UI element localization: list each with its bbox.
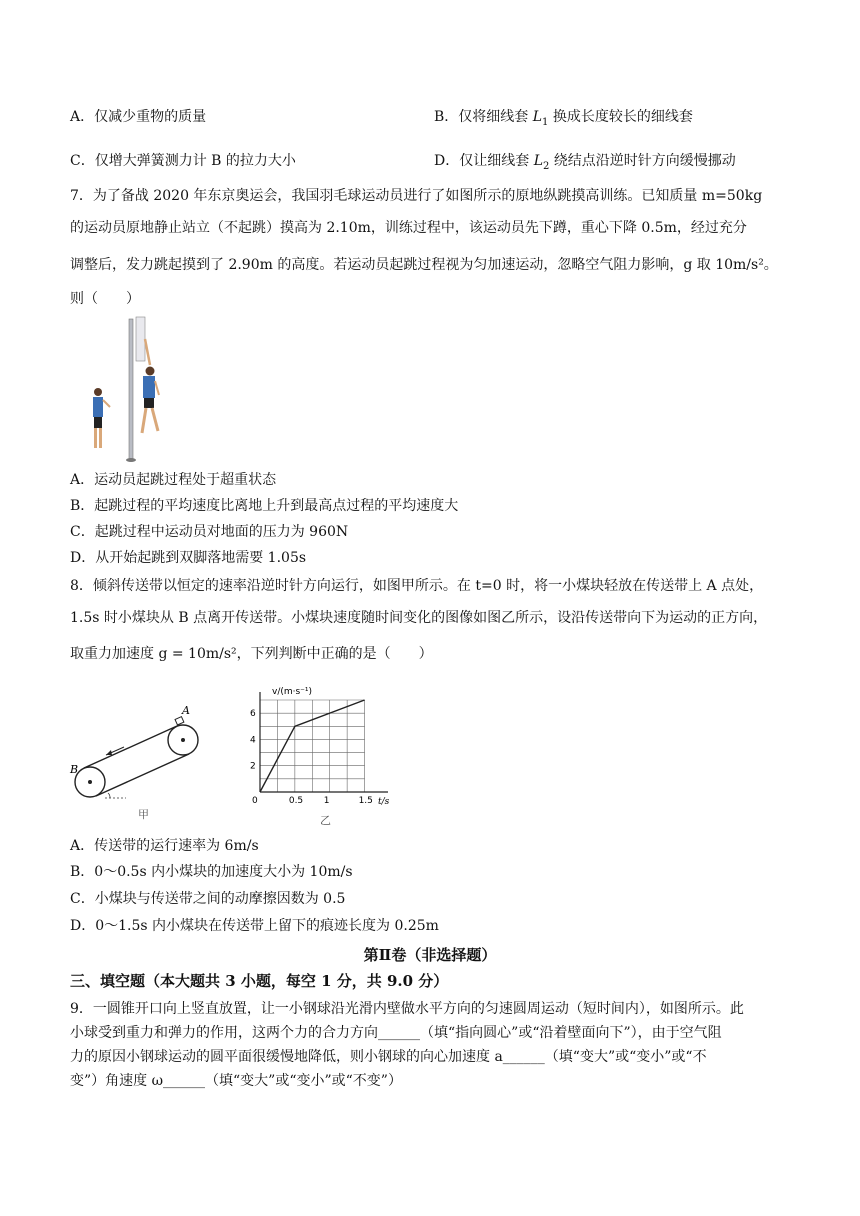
q8-label-b: B <box>70 763 79 776</box>
part2-title: 第Ⅱ卷（非选择题） <box>363 946 497 964</box>
vt-y-tick-label: 6 <box>250 709 256 720</box>
vt-x-tick-label: 0.5 <box>288 796 304 806</box>
vt-x-tick-label: 1.5 <box>358 796 373 806</box>
vt-x-tick-label: 0 <box>252 796 258 806</box>
vt-x-label: t/s <box>378 797 390 807</box>
q6-option-a: A．仅减少重物的质量 <box>70 109 207 125</box>
vt-y-tick-label: 4 <box>250 735 256 746</box>
q7-figure-jump-reach <box>80 315 180 465</box>
q6-option-b: B．仅将细线套 $L_1$ 换成长度较长的细线套 <box>434 109 693 128</box>
q6-option-c: C．仅增大弹簧测力计 B 的拉力大小 <box>70 153 296 169</box>
q8-caption-jia: 甲 <box>138 808 149 821</box>
q7-stem-line3: 调整后，发力跳起摸到了 2.90m 的高度。若运动员起跳过程视为匀加速运动，忽略空气阻力影响，g 取 10m/s²。 <box>70 257 778 273</box>
q8-caption-yi: 乙 <box>320 814 331 827</box>
q9-stem-line3: 力的原因小钢球运动的圆平面很缓慢地降低，则小钢球的向心加速度 a______（填“变大”或“变小”或“不 <box>70 1049 707 1065</box>
q7-option-a: A．运动员起跳过程处于超重状态 <box>70 472 277 488</box>
q8-option-a: A．传送带的运行速率为 6m/s <box>70 838 259 854</box>
q8-option-b: B．0～0.5s 内小煤块的加速度大小为 10m/s <box>70 864 353 880</box>
vt-y-label: v/(m·s⁻¹) <box>272 687 313 697</box>
q8-vt-chart <box>240 680 400 830</box>
q8-stem-line1: 8．倾斜传送带以恒定的速率沿逆时针方向运行，如图甲所示。在 t=0 时，将一小煤块轻放在传送带上 A 点处， <box>70 578 764 594</box>
vt-grid <box>260 700 365 792</box>
q9-stem-line2: 小球受到重力和弹力的作用，这两个力的合力方向______（填“指向圆心”或“沿着壁面向下”），由于空气阻 <box>70 1025 722 1041</box>
q9-stem-line1: 9．一圆锥开口向上竖直放置，让一小钢球沿光滑内壁做水平方向的匀速圆周运动（短时间内），如图所示。此 <box>70 1001 744 1017</box>
q6-option-d: D．仅让细线套 $L_2$ 绕结点沿逆时针方向缓慢挪动 <box>434 153 736 172</box>
q9-stem-line4: 变”）角速度 ω______（填“变大”或“变小”或“不变”） <box>70 1073 402 1089</box>
q8-label-a: A <box>182 704 190 717</box>
q8-figure-conveyor <box>66 700 216 825</box>
q7-option-d: D．从开始起跳到双脚落地需要 1.05s <box>70 550 307 566</box>
q7-stem-line2: 的运动员原地静止站立（不起跳）摸高为 2.10m，训练过程中，该运动员先下蹲，重心下降 0.5m，经过充分 <box>70 220 747 236</box>
q7-option-c: C．起跳过程中运动员对地面的压力为 960N <box>70 524 349 540</box>
q8-stem-line2: 1.5s 时小煤块从 B 点离开传送带。小煤块速度随时间变化的图像如图乙所示，设沿传送带向下为运动的正方向， <box>70 610 768 626</box>
q8-stem-line3: 取重力加速度 g = 10m/s²，下列判断中正确的是（ ） <box>70 646 433 662</box>
q8-option-c: C．小煤块与传送带之间的动摩擦因数为 0.5 <box>70 891 346 907</box>
q8-option-d: D．0～1.5s 内小煤块在传送带上留下的痕迹长度为 0.25m <box>70 918 439 934</box>
vt-x-tick-label: 1 <box>323 796 330 806</box>
q7-option-b: B．起跳过程的平均速度比离地上升到最高点过程的平均速度大 <box>70 498 459 514</box>
vt-y-tick-label: 2 <box>250 761 256 772</box>
section-three-heading: 三、填空题（本大题共 3 小题，每空 1 分，共 9.0 分） <box>70 972 449 990</box>
q7-stem-line4: 则（ ） <box>70 291 140 307</box>
q7-stem-line1: 7．为了备战 2020 年东京奥运会，我国羽毛球运动员进行了如图所示的原地纵跳摸高训练。已知质量 m=50kg <box>70 188 763 204</box>
